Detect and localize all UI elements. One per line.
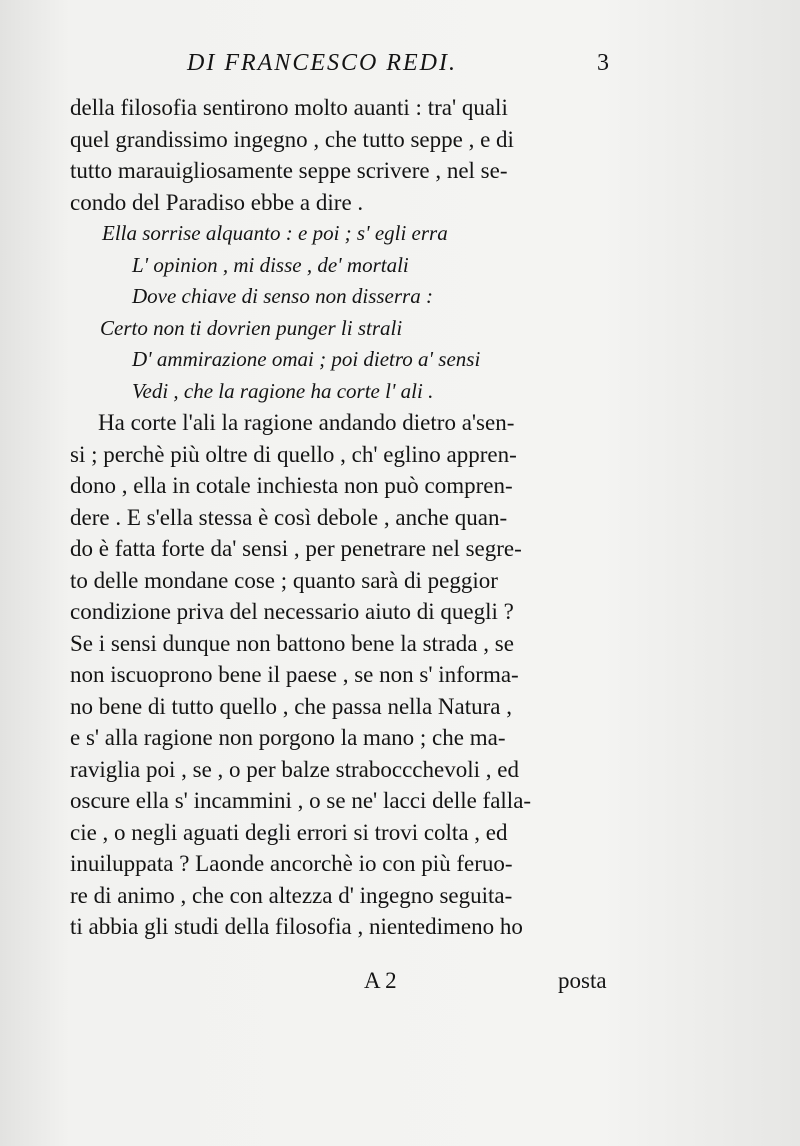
verse-line: D' ammirazione omai ; poi dietro a' sensi [132, 347, 481, 371]
text-line: do è fatta forte da' sensi , per penetrare nel segre- [70, 536, 522, 561]
running-title: DI FRANCESCO REDI. [187, 50, 457, 76]
text-line: no bene di tutto quello , che passa nella Natura , [70, 693, 512, 719]
text-line: condo del Paradiso ebbe a dire . [70, 189, 364, 215]
verse-line: Dove chiave di senso non disserra : [132, 284, 433, 308]
verse-line: L' opinion , mi disse , de' mortali [132, 252, 409, 277]
signature-mark: A 2 [364, 968, 397, 993]
text-line: si ; perchè più oltre di quello , ch' eglino appren- [70, 441, 517, 467]
catchword: posta [558, 968, 607, 993]
text-line: dono , ella in cotale inchiesta non può compren- [70, 473, 513, 498]
text-line: to delle mondane cose ; quanto sarà di peggior [70, 567, 498, 593]
page-number: 3 [597, 50, 611, 76]
text-line: inuiluppata ? Laonde ancorchè io con più feruo- [70, 851, 513, 876]
text-line: Se i sensi dunque non battono bene la strada , se [70, 630, 514, 656]
text-line: oscure ella s' incammini , o se ne' lacci delle falla- [70, 788, 532, 813]
verse-line: Ella sorrise alquanto : e poi ; s' egli erra [102, 221, 448, 245]
text-line: ti abbia gli studi della filosofia , nientedimeno ho [70, 914, 523, 939]
running-header [187, 50, 627, 90]
text-line: raviglia poi , se , o per balze straboccchevoli , ed [70, 756, 519, 782]
page-body [70, 92, 650, 943]
page-footer [70, 968, 650, 1002]
verse-line: Vedi , che la ragione ha corte l' ali . [132, 378, 434, 403]
text-line: cie , o negli aguati degli errori si trovi colta , ed [70, 819, 508, 845]
text-line: condizione priva del necessario aiuto di quegli ? [70, 599, 514, 624]
text-line: re di animo , che con altezza d' ingegno seguita- [70, 882, 513, 908]
text-line: quel grandissimo ingegno , che tutto seppe , e di [70, 126, 514, 152]
text-line: non iscuoprono bene il paese , se non s' informa- [70, 662, 519, 687]
text-line: e s' alla ragione non porgono la mano ; che ma- [70, 725, 506, 750]
text-line: della filosofia sentirono molto auanti : tra' quali [70, 95, 508, 120]
verse-line: Certo non ti dovrien punger li strali [100, 315, 403, 340]
text-line: dere . E s'ella stessa è così debole , anche quan- [70, 504, 508, 530]
text-line: Ha corte l'ali la ragione andando dietro a'sen- [98, 410, 515, 435]
text-line: tutto marauigliosamente seppe scrivere , nel se- [70, 158, 508, 183]
